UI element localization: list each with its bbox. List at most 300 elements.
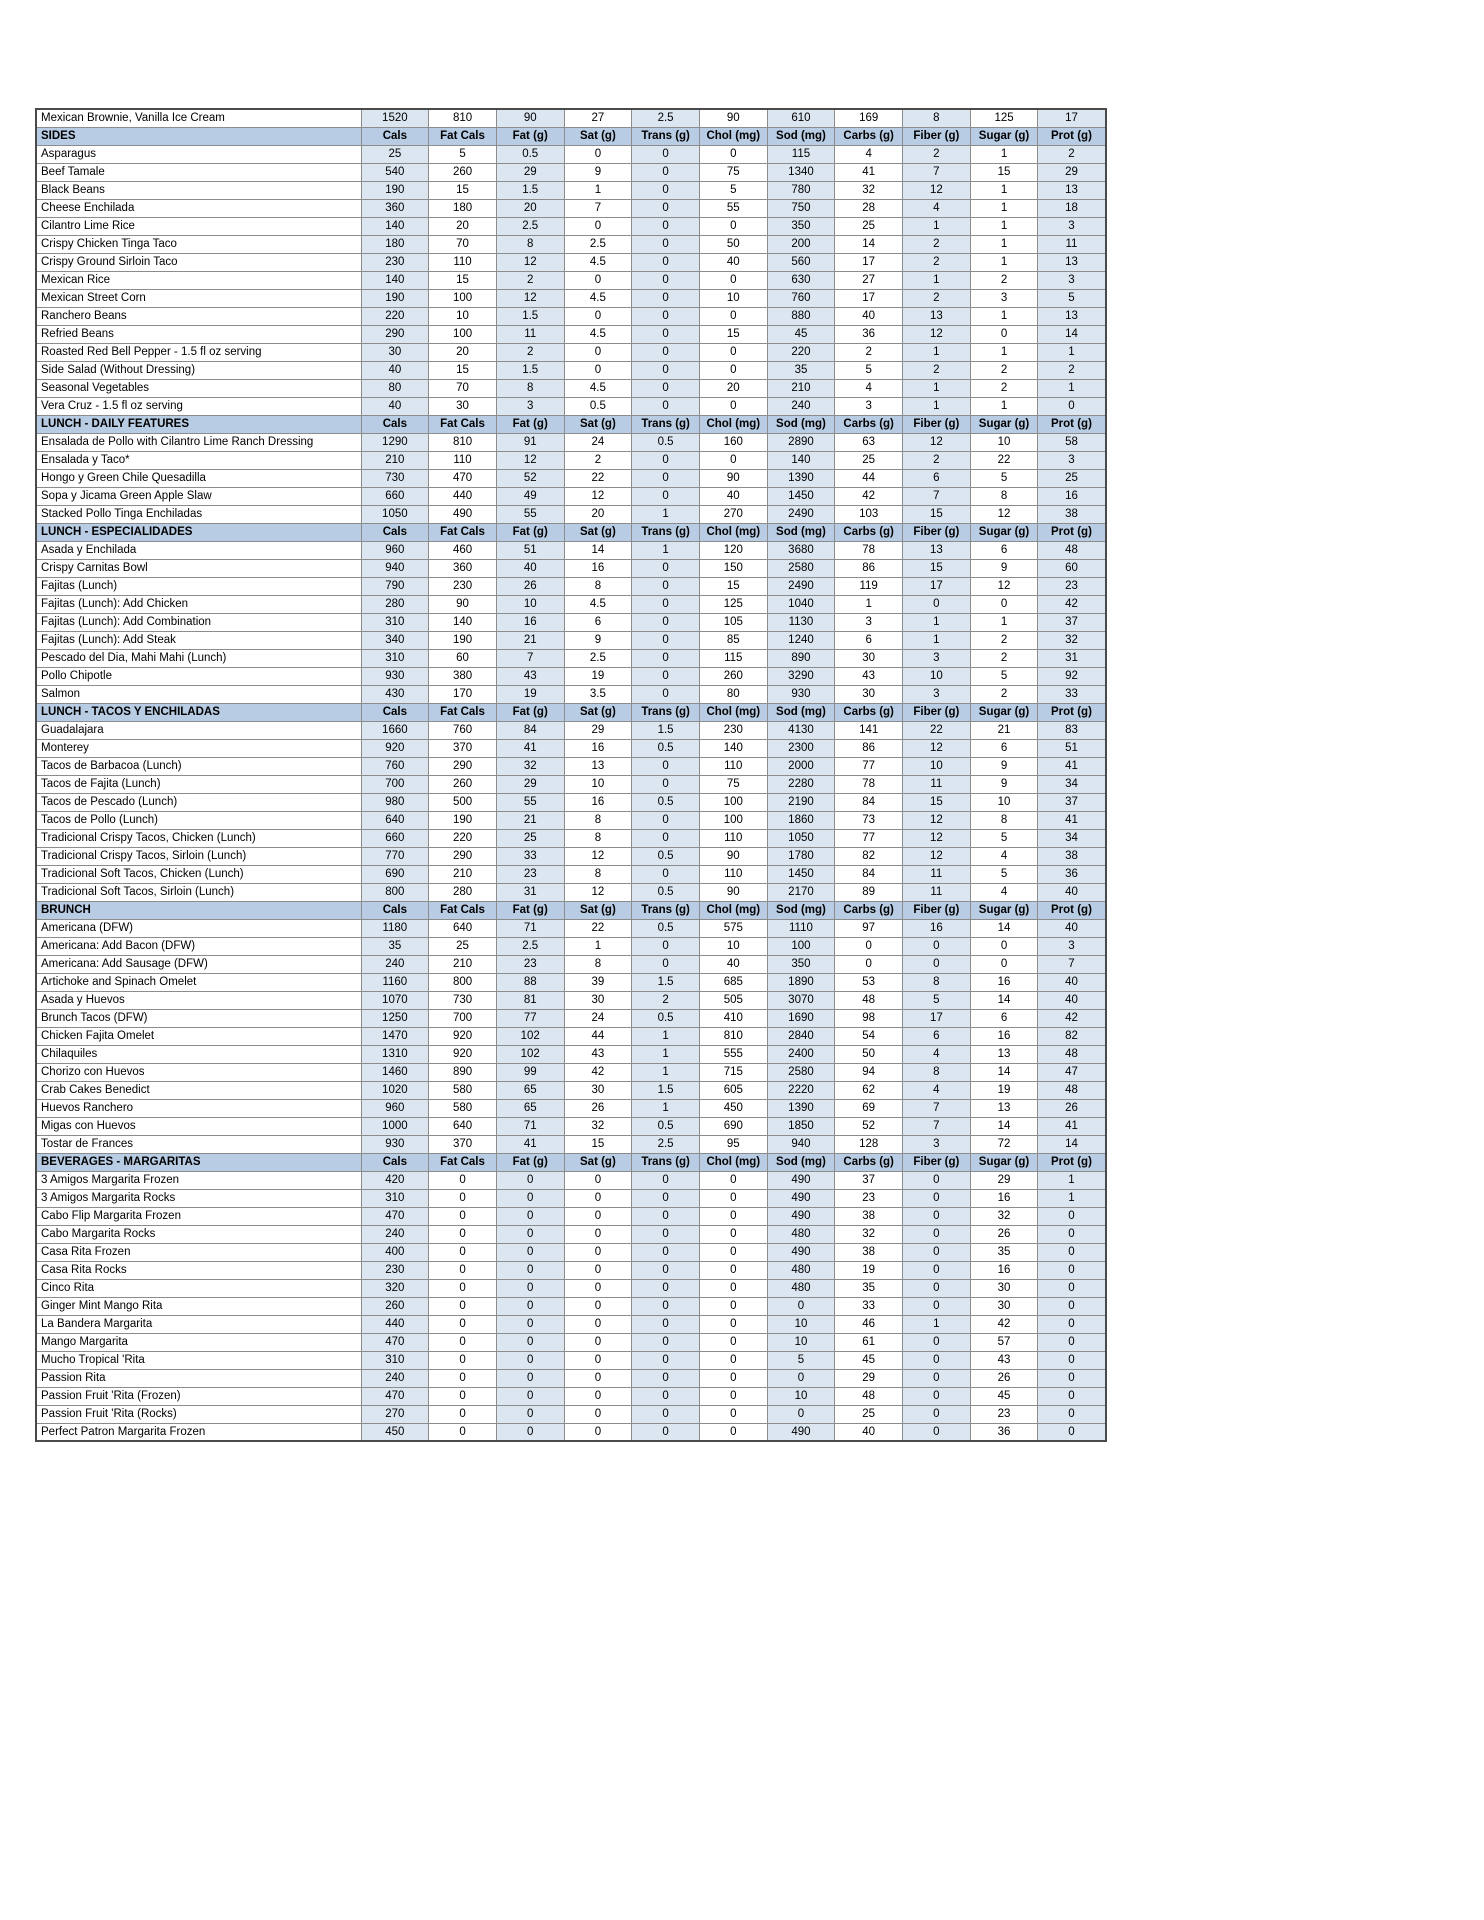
value-cell: 16 — [970, 1261, 1038, 1279]
value-cell: 0 — [699, 1315, 767, 1333]
value-cell: 940 — [767, 1135, 835, 1153]
value-cell: 9 — [564, 163, 632, 181]
value-cell: 2 — [632, 991, 700, 1009]
column-header: Cals — [361, 703, 429, 721]
value-cell: 41 — [1038, 811, 1106, 829]
value-cell: 29 — [564, 721, 632, 739]
value-cell: 48 — [1038, 541, 1106, 559]
value-cell: 110 — [699, 829, 767, 847]
value-cell: 90 — [699, 847, 767, 865]
value-cell: 1 — [903, 397, 971, 415]
item-name-cell: Cinco Rita — [36, 1279, 361, 1297]
value-cell: 470 — [361, 1207, 429, 1225]
value-cell: 290 — [429, 757, 497, 775]
value-cell: 780 — [767, 181, 835, 199]
item-name-cell: Refried Beans — [36, 325, 361, 343]
value-cell: 1 — [632, 1099, 700, 1117]
value-cell: 1 — [970, 217, 1038, 235]
value-cell: 77 — [835, 829, 903, 847]
value-cell: 0 — [632, 163, 700, 181]
value-cell: 27 — [564, 109, 632, 127]
value-cell: 2.5 — [564, 649, 632, 667]
value-cell: 11 — [1038, 235, 1106, 253]
item-name-cell: La Bandera Margarita — [36, 1315, 361, 1333]
value-cell: 50 — [699, 235, 767, 253]
value-cell: 77 — [496, 1009, 564, 1027]
value-cell: 0.5 — [632, 919, 700, 937]
item-name-cell: Mexican Brownie, Vanilla Ice Cream — [36, 109, 361, 127]
value-cell: 10 — [970, 433, 1038, 451]
value-cell: 5 — [767, 1351, 835, 1369]
value-cell: 890 — [767, 649, 835, 667]
value-cell: 0 — [699, 145, 767, 163]
value-cell: 0 — [564, 271, 632, 289]
item-name-cell: Crispy Chicken Tinga Taco — [36, 235, 361, 253]
value-cell: 440 — [361, 1315, 429, 1333]
value-cell: 1 — [970, 199, 1038, 217]
item-name-cell: Perfect Patron Margarita Frozen — [36, 1423, 361, 1441]
value-cell: 3 — [903, 685, 971, 703]
value-cell: 30 — [970, 1279, 1038, 1297]
table-row — [36, 217, 1106, 235]
value-cell: 0 — [564, 1369, 632, 1387]
value-cell: 12 — [564, 883, 632, 901]
column-header: Chol (mg) — [699, 415, 767, 433]
value-cell: 0 — [564, 1279, 632, 1297]
value-cell: 5 — [903, 991, 971, 1009]
value-cell: 0 — [429, 1333, 497, 1351]
value-cell: 15 — [429, 181, 497, 199]
item-name-cell: Fajitas (Lunch) — [36, 577, 361, 595]
value-cell: 40 — [1038, 991, 1106, 1009]
value-cell: 480 — [767, 1261, 835, 1279]
value-cell: 40 — [699, 955, 767, 973]
value-cell: 630 — [767, 271, 835, 289]
item-name-cell: Beef Tamale — [36, 163, 361, 181]
item-name-cell: Tradicional Crispy Tacos, Sirloin (Lunch) — [36, 847, 361, 865]
value-cell: 1390 — [767, 469, 835, 487]
value-cell: 49 — [496, 487, 564, 505]
value-cell: 30 — [835, 649, 903, 667]
table-row — [36, 721, 1106, 739]
value-cell: 0 — [632, 1423, 700, 1441]
value-cell: 100 — [699, 793, 767, 811]
value-cell: 0 — [496, 1189, 564, 1207]
value-cell: 20 — [429, 343, 497, 361]
table-row — [36, 1351, 1106, 1369]
value-cell: 0 — [496, 1315, 564, 1333]
value-cell: 2 — [970, 649, 1038, 667]
item-name-cell: Mexican Street Corn — [36, 289, 361, 307]
value-cell: 53 — [835, 973, 903, 991]
value-cell: 480 — [767, 1225, 835, 1243]
value-cell: 110 — [429, 253, 497, 271]
table-row — [36, 109, 1106, 127]
value-cell: 27 — [835, 271, 903, 289]
value-cell: 11 — [903, 883, 971, 901]
value-cell: 0 — [699, 1189, 767, 1207]
value-cell: 2 — [496, 343, 564, 361]
value-cell: 35 — [767, 361, 835, 379]
value-cell: 29 — [835, 1369, 903, 1387]
column-header: Prot (g) — [1038, 1153, 1106, 1171]
value-cell: 0 — [767, 1369, 835, 1387]
item-name-cell: Fajitas (Lunch): Add Chicken — [36, 595, 361, 613]
value-cell: 45 — [970, 1387, 1038, 1405]
value-cell: 0 — [564, 1351, 632, 1369]
value-cell: 0 — [632, 379, 700, 397]
table-row — [36, 325, 1106, 343]
value-cell: 8 — [496, 235, 564, 253]
value-cell: 10 — [767, 1387, 835, 1405]
value-cell: 0 — [632, 595, 700, 613]
value-cell: 140 — [699, 739, 767, 757]
table-row — [36, 469, 1106, 487]
column-header: Cals — [361, 415, 429, 433]
column-header: Cals — [361, 1153, 429, 1171]
value-cell: 3 — [496, 397, 564, 415]
value-cell: 1 — [1038, 1189, 1106, 1207]
item-name-cell: Monterey — [36, 739, 361, 757]
column-header: Trans (g) — [632, 523, 700, 541]
value-cell: 45 — [767, 325, 835, 343]
value-cell: 0 — [632, 829, 700, 847]
value-cell: 1 — [970, 343, 1038, 361]
value-cell: 140 — [361, 271, 429, 289]
section-header-row — [36, 901, 1106, 919]
value-cell: 100 — [699, 811, 767, 829]
value-cell: 8 — [903, 973, 971, 991]
value-cell: 1860 — [767, 811, 835, 829]
value-cell: 0 — [632, 1297, 700, 1315]
item-name-cell: Vera Cruz - 1.5 fl oz serving — [36, 397, 361, 415]
value-cell: 50 — [835, 1045, 903, 1063]
value-cell: 8 — [564, 811, 632, 829]
table-row — [36, 559, 1106, 577]
value-cell: 0 — [632, 271, 700, 289]
value-cell: 9 — [970, 559, 1038, 577]
value-cell: 0 — [970, 595, 1038, 613]
table-row — [36, 1117, 1106, 1135]
column-header: Fiber (g) — [903, 1153, 971, 1171]
value-cell: 46 — [835, 1315, 903, 1333]
value-cell: 0 — [699, 1243, 767, 1261]
table-row — [36, 1207, 1106, 1225]
value-cell: 73 — [835, 811, 903, 829]
column-header: Sat (g) — [564, 415, 632, 433]
value-cell: 6 — [835, 631, 903, 649]
table-row — [36, 919, 1106, 937]
column-header: Chol (mg) — [699, 703, 767, 721]
item-name-cell: Cheese Enchilada — [36, 199, 361, 217]
value-cell: 125 — [699, 595, 767, 613]
item-name-cell: Tacos de Barbacoa (Lunch) — [36, 757, 361, 775]
value-cell: 0.5 — [632, 1117, 700, 1135]
value-cell: 1290 — [361, 433, 429, 451]
value-cell: 0 — [564, 145, 632, 163]
value-cell: 82 — [1038, 1027, 1106, 1045]
item-name-cell: Brunch Tacos (DFW) — [36, 1009, 361, 1027]
value-cell: 16 — [564, 793, 632, 811]
value-cell: 2 — [970, 685, 1038, 703]
value-cell: 2000 — [767, 757, 835, 775]
value-cell: 12 — [564, 847, 632, 865]
item-name-cell: Mango Margarita — [36, 1333, 361, 1351]
item-name-cell: Pescado del Dia, Mahi Mahi (Lunch) — [36, 649, 361, 667]
table-row — [36, 1099, 1106, 1117]
value-cell: 42 — [1038, 1009, 1106, 1027]
value-cell: 30 — [835, 685, 903, 703]
column-header: Chol (mg) — [699, 901, 767, 919]
table-row — [36, 307, 1106, 325]
value-cell: 12 — [903, 325, 971, 343]
value-cell: 2580 — [767, 559, 835, 577]
value-cell: 1 — [564, 181, 632, 199]
value-cell: 16 — [564, 559, 632, 577]
value-cell: 2490 — [767, 505, 835, 523]
table-row — [36, 487, 1106, 505]
value-cell: 2 — [1038, 361, 1106, 379]
column-header: Carbs (g) — [835, 523, 903, 541]
item-name-cell: Cabo Margarita Rocks — [36, 1225, 361, 1243]
value-cell: 15 — [429, 361, 497, 379]
value-cell: 930 — [361, 1135, 429, 1153]
value-cell: 17 — [903, 577, 971, 595]
value-cell: 8 — [496, 379, 564, 397]
value-cell: 310 — [361, 613, 429, 631]
value-cell: 700 — [361, 775, 429, 793]
value-cell: 0 — [632, 217, 700, 235]
value-cell: 40 — [835, 307, 903, 325]
value-cell: 560 — [767, 253, 835, 271]
value-cell: 16 — [970, 973, 1038, 991]
value-cell: 8 — [564, 865, 632, 883]
value-cell: 90 — [699, 109, 767, 127]
value-cell: 0 — [564, 1297, 632, 1315]
column-header: Fiber (g) — [903, 523, 971, 541]
value-cell: 2890 — [767, 433, 835, 451]
value-cell: 25 — [835, 451, 903, 469]
value-cell: 2 — [903, 253, 971, 271]
value-cell: 13 — [1038, 253, 1106, 271]
value-cell: 75 — [699, 775, 767, 793]
value-cell: 30 — [970, 1297, 1038, 1315]
value-cell: 0 — [632, 613, 700, 631]
column-header: Sugar (g) — [970, 703, 1038, 721]
value-cell: 25 — [361, 145, 429, 163]
section-title: LUNCH - DAILY FEATURES — [36, 415, 361, 433]
value-cell: 490 — [767, 1207, 835, 1225]
value-cell: 43 — [835, 667, 903, 685]
value-cell: 26 — [970, 1369, 1038, 1387]
column-header: Trans (g) — [632, 703, 700, 721]
value-cell: 2 — [903, 289, 971, 307]
value-cell: 4130 — [767, 721, 835, 739]
value-cell: 2 — [903, 451, 971, 469]
value-cell: 4.5 — [564, 595, 632, 613]
column-header: Sod (mg) — [767, 703, 835, 721]
value-cell: 21 — [970, 721, 1038, 739]
value-cell: 0 — [632, 325, 700, 343]
value-cell: 45 — [835, 1351, 903, 1369]
value-cell: 4 — [970, 883, 1038, 901]
table-row — [36, 739, 1106, 757]
value-cell: 31 — [496, 883, 564, 901]
value-cell: 920 — [429, 1045, 497, 1063]
value-cell: 0 — [699, 451, 767, 469]
value-cell: 0 — [429, 1243, 497, 1261]
table-row — [36, 757, 1106, 775]
value-cell: 0.5 — [632, 793, 700, 811]
value-cell: 1 — [903, 613, 971, 631]
value-cell: 1 — [903, 217, 971, 235]
value-cell: 37 — [835, 1171, 903, 1189]
item-name-cell: Ensalada de Pollo with Cilantro Lime Ranch Dressing — [36, 433, 361, 451]
value-cell: 4 — [835, 145, 903, 163]
value-cell: 13 — [1038, 307, 1106, 325]
value-cell: 0 — [699, 1171, 767, 1189]
column-header: Chol (mg) — [699, 1153, 767, 1171]
value-cell: 640 — [429, 919, 497, 937]
value-cell: 140 — [429, 613, 497, 631]
value-cell: 0 — [632, 631, 700, 649]
column-header: Sod (mg) — [767, 127, 835, 145]
value-cell: 17 — [903, 1009, 971, 1027]
value-cell: 0 — [699, 1297, 767, 1315]
value-cell: 5 — [1038, 289, 1106, 307]
value-cell: 39 — [564, 973, 632, 991]
value-cell: 71 — [496, 1117, 564, 1135]
value-cell: 11 — [903, 865, 971, 883]
table-row — [36, 271, 1106, 289]
value-cell: 83 — [1038, 721, 1106, 739]
value-cell: 800 — [429, 973, 497, 991]
value-cell: 0 — [632, 235, 700, 253]
value-cell: 940 — [361, 559, 429, 577]
value-cell: 29 — [1038, 163, 1106, 181]
column-header: Sugar (g) — [970, 127, 1038, 145]
value-cell: 430 — [361, 685, 429, 703]
value-cell: 160 — [699, 433, 767, 451]
value-cell: 51 — [496, 541, 564, 559]
value-cell: 0 — [1038, 1315, 1106, 1333]
value-cell: 490 — [767, 1171, 835, 1189]
item-name-cell: Black Beans — [36, 181, 361, 199]
value-cell: 260 — [699, 667, 767, 685]
value-cell: 0 — [564, 1333, 632, 1351]
value-cell: 29 — [496, 163, 564, 181]
value-cell: 730 — [361, 469, 429, 487]
value-cell: 42 — [970, 1315, 1038, 1333]
value-cell: 960 — [361, 1099, 429, 1117]
value-cell: 21 — [496, 811, 564, 829]
value-cell: 3070 — [767, 991, 835, 1009]
value-cell: 125 — [970, 109, 1038, 127]
value-cell: 25 — [835, 217, 903, 235]
table-row — [36, 955, 1106, 973]
value-cell: 1.5 — [632, 721, 700, 739]
value-cell: 750 — [767, 199, 835, 217]
value-cell: 1 — [632, 1045, 700, 1063]
value-cell: 0 — [429, 1189, 497, 1207]
value-cell: 90 — [699, 469, 767, 487]
table-row — [36, 793, 1106, 811]
item-name-cell: Tacos de Pescado (Lunch) — [36, 793, 361, 811]
value-cell: 78 — [835, 775, 903, 793]
value-cell: 1 — [903, 343, 971, 361]
value-cell: 810 — [699, 1027, 767, 1045]
value-cell: 6 — [564, 613, 632, 631]
value-cell: 8 — [970, 811, 1038, 829]
value-cell: 82 — [835, 847, 903, 865]
value-cell: 4 — [835, 379, 903, 397]
value-cell: 1690 — [767, 1009, 835, 1027]
value-cell: 0 — [1038, 1369, 1106, 1387]
value-cell: 29 — [970, 1171, 1038, 1189]
value-cell: 0 — [496, 1351, 564, 1369]
value-cell: 20 — [699, 379, 767, 397]
value-cell: 0.5 — [496, 145, 564, 163]
value-cell: 0.5 — [632, 883, 700, 901]
section-header-row — [36, 523, 1106, 541]
value-cell: 920 — [361, 739, 429, 757]
value-cell: 0 — [632, 1351, 700, 1369]
value-cell: 310 — [361, 1189, 429, 1207]
item-name-cell: Tradicional Soft Tacos, Chicken (Lunch) — [36, 865, 361, 883]
value-cell: 400 — [361, 1243, 429, 1261]
column-header: Sat (g) — [564, 1153, 632, 1171]
value-cell: 230 — [699, 721, 767, 739]
value-cell: 240 — [767, 397, 835, 415]
item-name-cell: Casa Rita Frozen — [36, 1243, 361, 1261]
value-cell: 5 — [835, 361, 903, 379]
value-cell: 1450 — [767, 487, 835, 505]
column-header: Cals — [361, 901, 429, 919]
value-cell: 0 — [767, 1405, 835, 1423]
value-cell: 0 — [564, 1405, 632, 1423]
item-name-cell: Ensalada y Taco* — [36, 451, 361, 469]
value-cell: 0 — [429, 1171, 497, 1189]
value-cell: 120 — [699, 541, 767, 559]
value-cell: 19 — [496, 685, 564, 703]
value-cell: 1390 — [767, 1099, 835, 1117]
value-cell: 12 — [903, 433, 971, 451]
value-cell: 0 — [632, 1315, 700, 1333]
value-cell: 2400 — [767, 1045, 835, 1063]
column-header: Fat Cals — [429, 901, 497, 919]
value-cell: 28 — [835, 199, 903, 217]
table-row — [36, 1225, 1106, 1243]
value-cell: 715 — [699, 1063, 767, 1081]
value-cell: 470 — [361, 1387, 429, 1405]
item-name-cell: Casa Rita Rocks — [36, 1261, 361, 1279]
value-cell: 26 — [496, 577, 564, 595]
value-cell: 260 — [361, 1297, 429, 1315]
value-cell: 2220 — [767, 1081, 835, 1099]
value-cell: 0 — [903, 1369, 971, 1387]
value-cell: 115 — [767, 145, 835, 163]
value-cell: 0 — [1038, 1333, 1106, 1351]
value-cell: 0 — [903, 1207, 971, 1225]
value-cell: 0 — [699, 271, 767, 289]
value-cell: 80 — [699, 685, 767, 703]
value-cell: 1520 — [361, 109, 429, 127]
value-cell: 48 — [1038, 1045, 1106, 1063]
value-cell: 0 — [496, 1279, 564, 1297]
column-header: Trans (g) — [632, 415, 700, 433]
value-cell: 25 — [496, 829, 564, 847]
value-cell: 13 — [903, 541, 971, 559]
